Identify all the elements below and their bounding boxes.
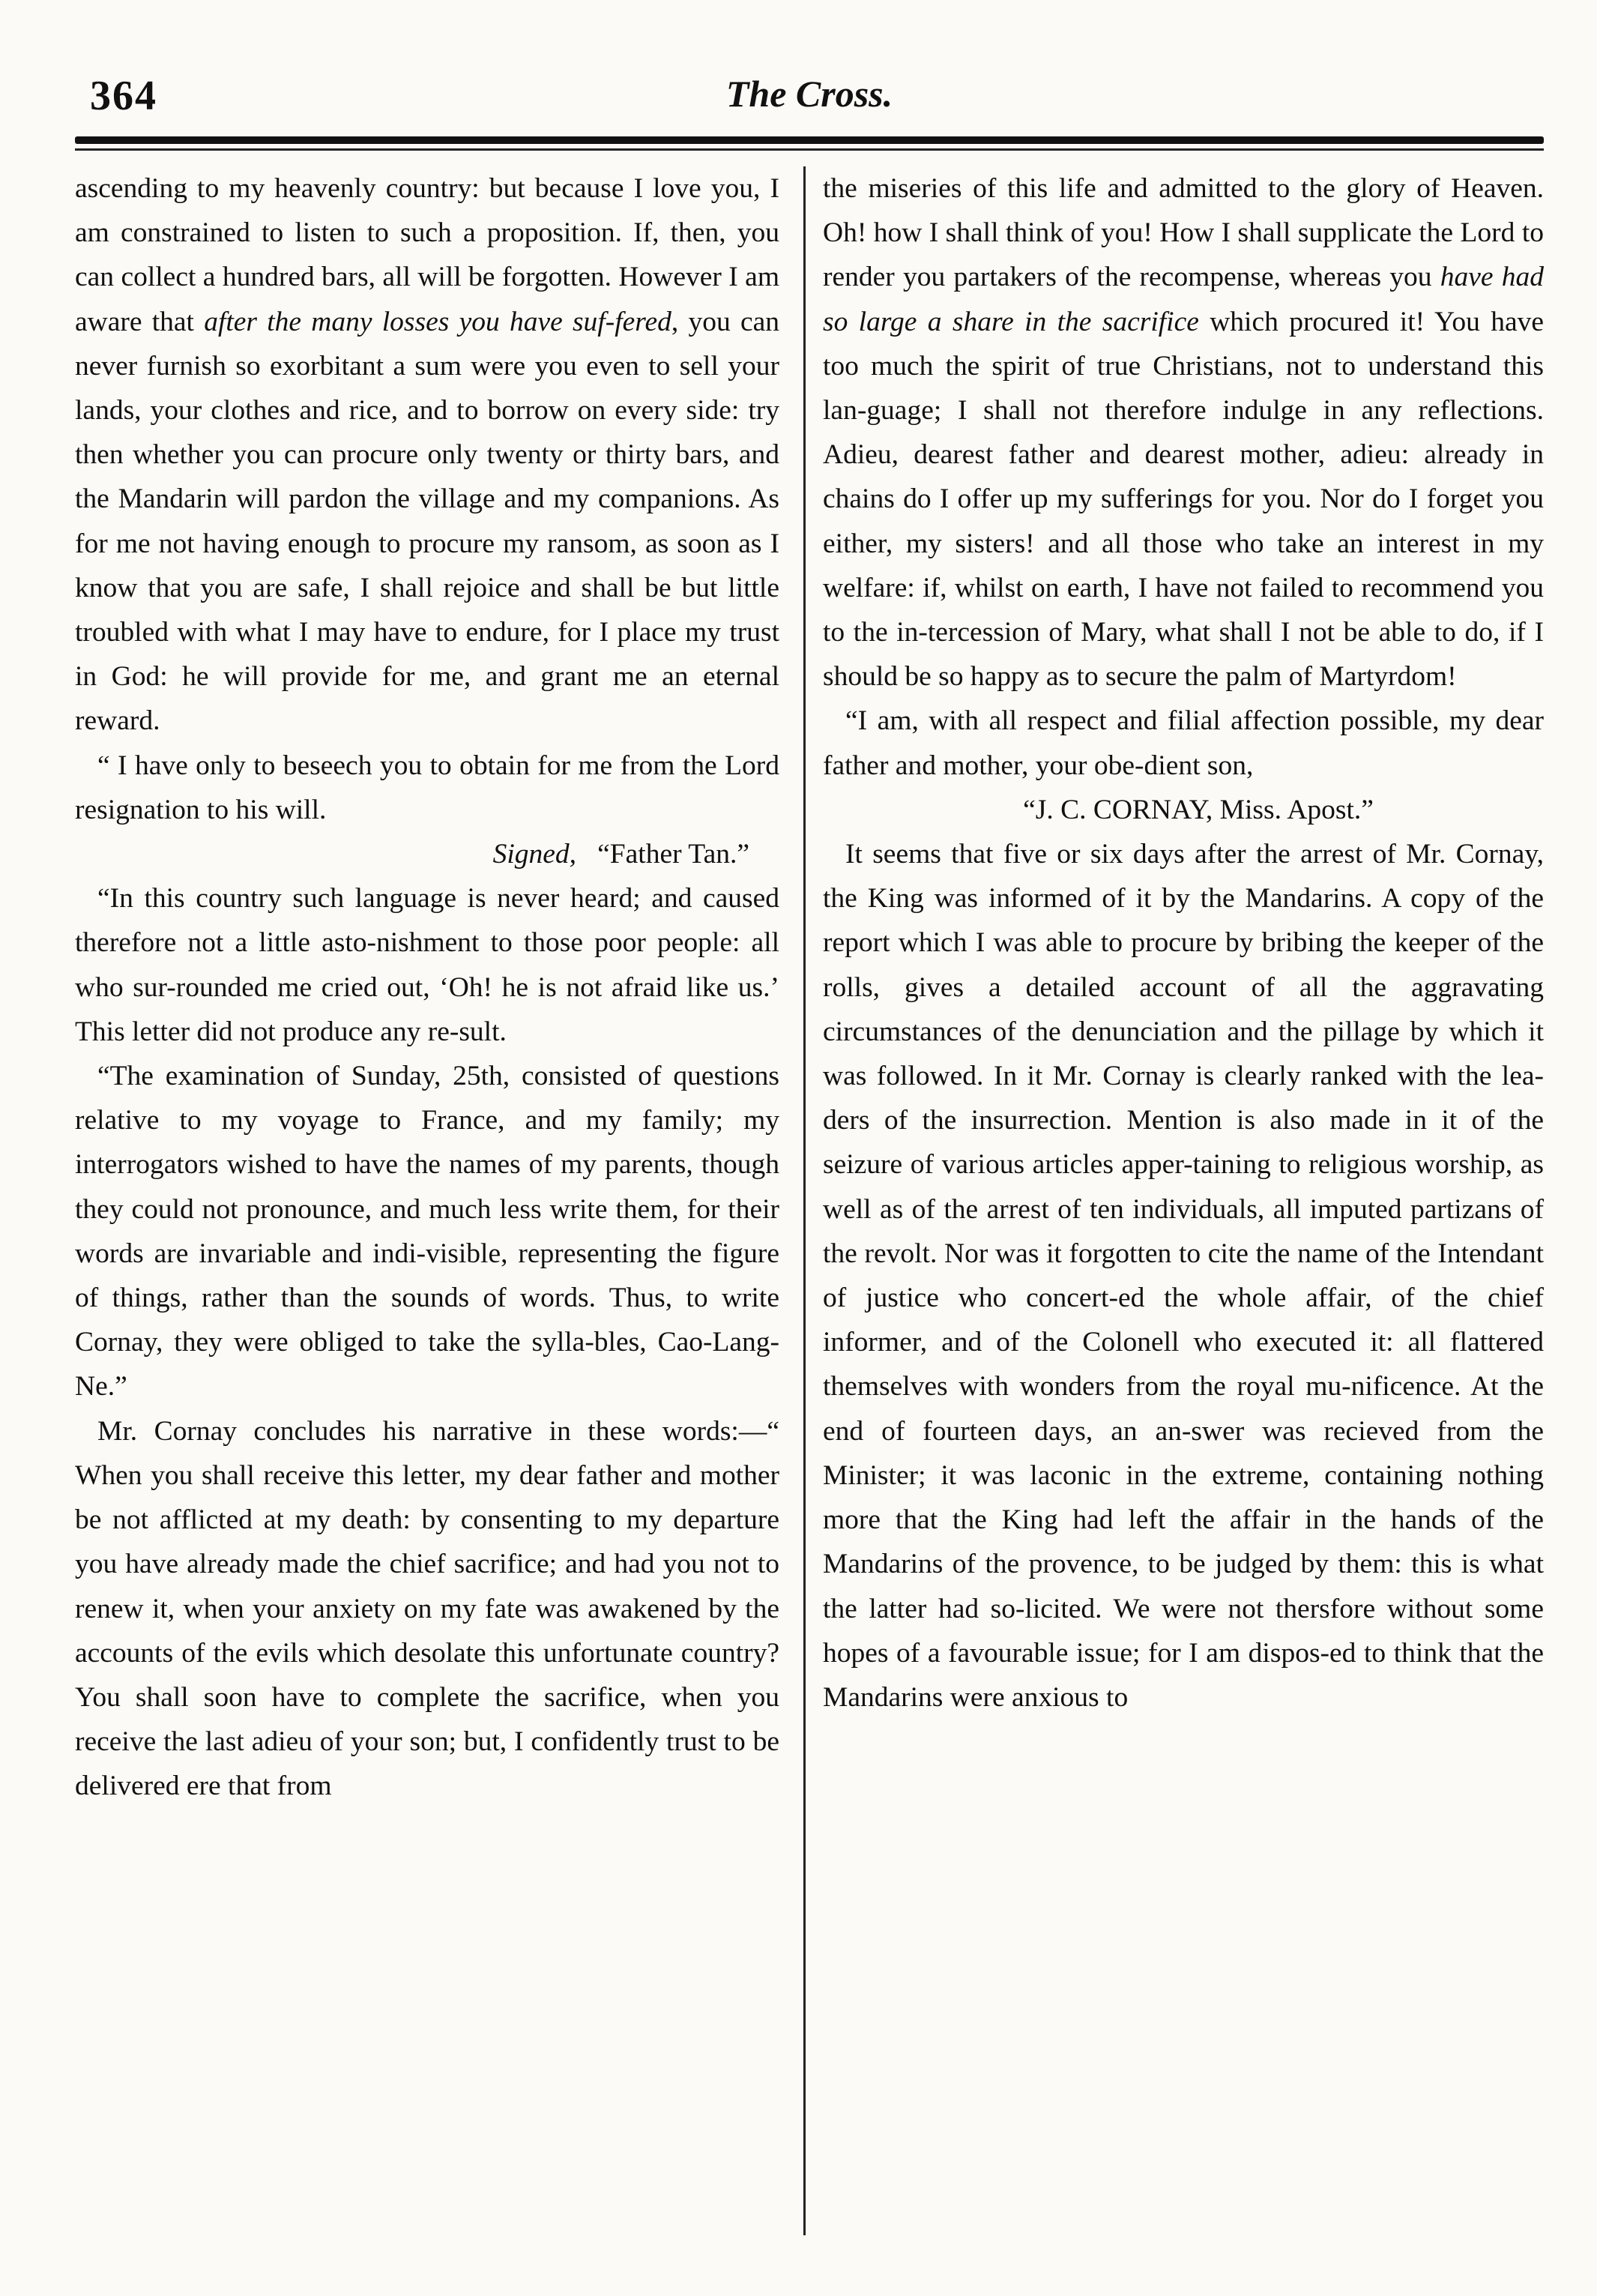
- left-paragraph-2: “ I have only to beseech you to obtain for me from the Lord resignation to his will.: [75, 750, 779, 825]
- left-paragraph-1: ascending to my heavenly country: but because I love you, I am constrained to listen to such a proposition. If, then, you can collect a hundred bars, all will be forgotten. However I am aware that after the many losses you have suf-fered, you can never furnish so exorbitant a sum were you even to sell your lands, your clothes and rice, and to borrow on every side: try then whether you can procure only twenty or thirty bars, and the Mandarin will pardon the village and my companions. As for me not having enough to procure my ransom, as soon as I know that you are safe, I shall rejoice and shall be but little troubled with what I may have to endure, for I place my trust in God: he will provide for me, and grant me an eternal reward.: [75, 173, 779, 737]
- signed-line: [75, 832, 779, 876]
- running-title: The Cross.: [725, 73, 893, 115]
- right-paragraph-3: It seems that five or six days after the arrest of Mr. Cornay, the King was informed of it by the Mandarins. A copy of the report which I was able to procure by bribing the keeper of the rolls, gives a detailed account of all the aggravating circumstances of the denunciation and the pillage by which it was followed. In it Mr. Cornay is clearly ranked with the lea-ders of the insurrection. Mention is also made in it of the seizure of various articles apper-taining to religious worship, as well as of the arrest of ten individuals, all imputed partizans of the revolt. Nor was it forgotten to cite the name of the Intendant of justice who concert-ed the whole affair, of the chief informer, and of the Colonell who executed it: all flattered themselves with wonders from the royal mu-nificence. At the end of fourteen days, an an-swer was recieved from the Minister; it was laconic in the extreme, containing nothing more that the King had left the affair in the hands of the Mandarins of the provence, to be judged by them: this is what the latter had so-licited. We were not thersfore without some hopes of a favourable issue; for I am dispos-ed to think that the Mandarins were anxious to: [823, 839, 1544, 1713]
- left-column: [75, 166, 779, 2243]
- page-number: 364: [90, 73, 157, 119]
- left-paragraph-4: “The examination of Sunday, 25th, consisted of questions relative to my voyage to France, and my family; my interrogators wished to have the names of my parents, though they could not pronounce, and much less write them, for their words are invariable and indi-visible, representing the figure of things, rather than the sounds of words. Thus, to write Cornay, they were obliged to take the sylla-bles, Cao-Lang-Ne.”: [75, 1061, 779, 1402]
- page-header: [75, 72, 1544, 132]
- left-paragraph-3: “In this country such language is never heard; and caused therefore not a little asto-nishment to those poor people: all who sur-rounded me cried out, ‘Oh! he is not afraid like us.’ This letter did not produce any re-sult.: [75, 883, 779, 1047]
- right-column: [823, 166, 1544, 2243]
- column-divider: [803, 166, 806, 2235]
- signed-label: Signed,: [492, 839, 577, 870]
- header-rule-thin: [75, 148, 1544, 151]
- left-paragraph-5: Mr. Cornay concludes his narrative in these words:—“ When you shall receive this letter, my dear father and mother be not afflicted at my death: by consenting to my departure you have already made the chief sacrifice; and had you not to renew it, when your anxiety on my fate was awakened by the accounts of the evils which desolate this unfortunate country? You shall soon have to complete the sacrifice, when you receive the last adieu of your son; but, I confidently trust to be delivered ere that from: [75, 1415, 779, 1802]
- header-rule-thick: [75, 136, 1544, 144]
- right-paragraph-2: “I am, with all respect and filial affection possible, my dear father and mother, your obe-dient son,: [823, 705, 1544, 781]
- right-paragraph-1: the miseries of this life and admitted to the glory of Heaven. Oh! how I shall think of you! How I shall supplicate the Lord to render you partakers of the recompense, whereas you have had so large a share in the sacrifice which procured it! You have too much the spirit of true Christians, not to understand this lan-guage; I shall not therefore indulge in any reflections. Adieu, dearest father and dearest mother, adieu: already in chains do I offer up my sufferings for you. Nor do I forget you either, my sisters! and all those who take an interest in my welfare: if, whilst on earth, I have not failed to recommend you to the in-tercession of Mary, what shall I not be able to do, if I should be so happy as to secure the palm of Martyrdom!: [823, 173, 1544, 693]
- signed-name: “Father Tan.”: [597, 839, 749, 870]
- signature-line: “J. C. CORNAY, Miss. Apost.”: [1023, 794, 1374, 825]
